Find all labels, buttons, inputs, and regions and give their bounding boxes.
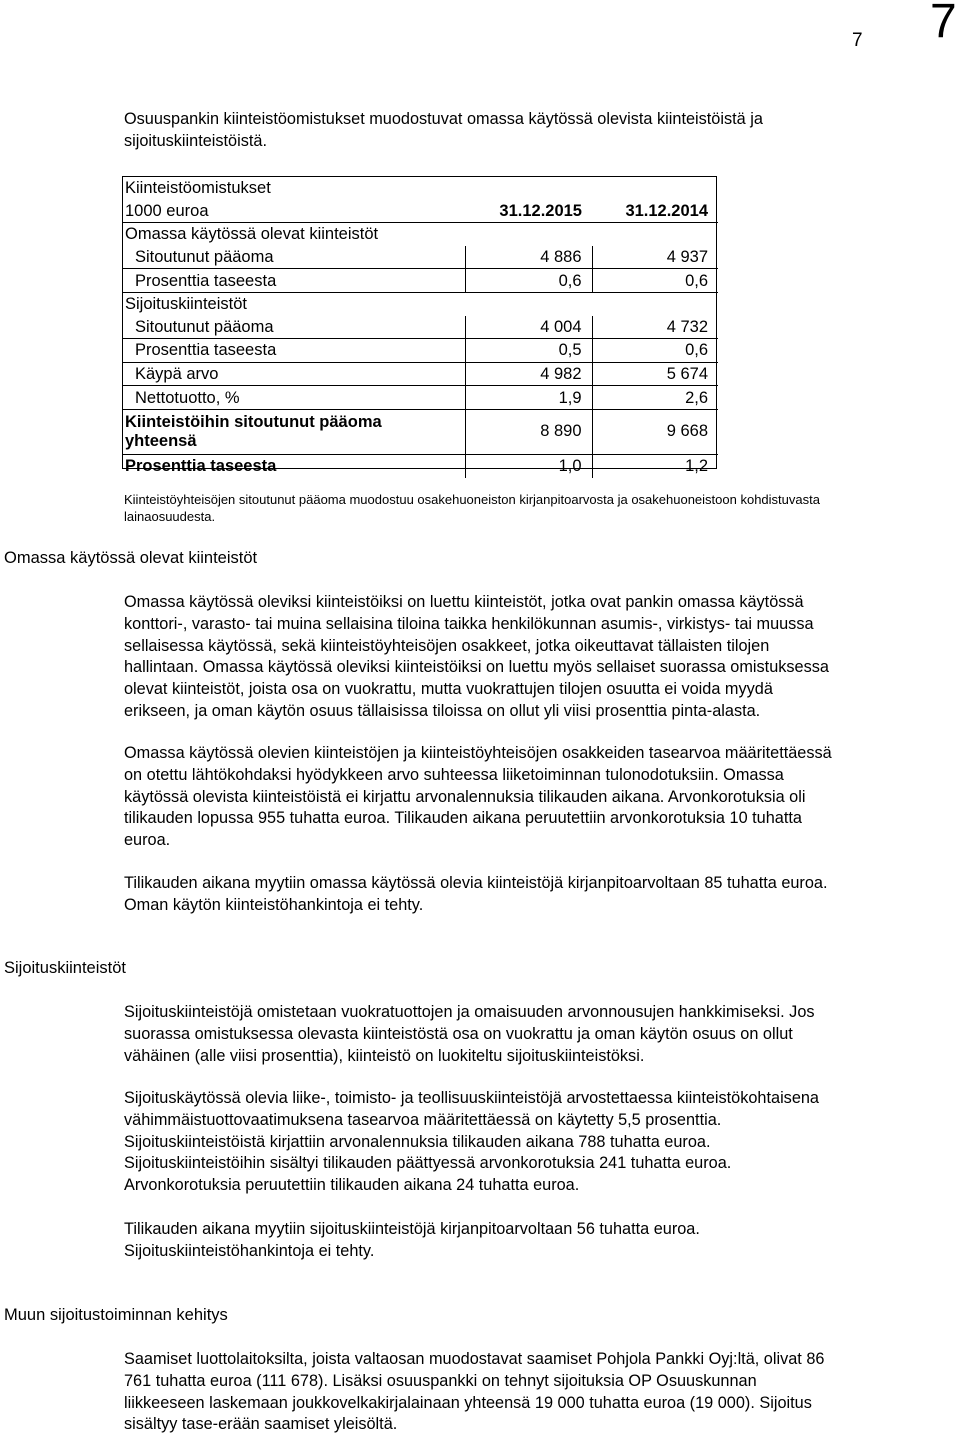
text-line: on otettu lähtökohdaksi hyödykkeen arvo suhteessa liiketoiminnan tulonodotuksiin. Omassa [124,765,784,784]
text-line: erikseen, ja oman käytön osuus tällaisissa tiloissa on ollut yli viisi prosenttia pinta-alasta. [124,701,761,720]
intro-paragraph [124,109,944,153]
text-line: Sijoituskiinteistöistä kirjattiin arvonalennuksia tilikauden aikana 788 tuhatta euroa. [124,1132,711,1151]
own-use-paragraph-1 [124,592,944,723]
row-value-2015: 0,5 [465,339,592,363]
text-line: vähäinen (alle viisi prosenttia), kiinteistö on luokiteltu sijoituskiinteistöksi. [124,1046,645,1065]
text-line: Sijoituskäytössä olevia liike-, toimisto- ja teollisuuskiinteistöjä arvostettaessa kiinteistökohtaisena [124,1089,819,1107]
row-value-2014: 5 674 [592,362,718,386]
property-holdings-table [123,177,718,478]
table-row [123,362,718,386]
total-percent-2015: 1,0 [465,454,592,477]
investment-paragraph-3 [124,1219,944,1263]
total-percent-label: Prosenttia taseesta [125,457,277,476]
text-line: olevat kiinteistöt, joista osa on vuokrattu, mutta vuokrattujen tilojen osuutta ei voida myydä [124,680,773,699]
column-header-2015: 31.12.2015 [465,200,592,223]
text-line: suorassa omistuksessa olevasta kiinteistöstä osa on vuokrattu ja oman käytön osuus on ollut [124,1024,793,1043]
text-line: Tilikauden aikana myytiin omassa käytössä olevia kiinteistöjä kirjanpitoarvoltaan 85 tuhatta euroa. [124,874,828,892]
row-label: Prosenttia taseesta [123,269,465,293]
section-heading-other-investments: Muun sijoitustoiminnan kehitys [4,1306,228,1324]
row-value-2014: 4 732 [592,316,718,339]
total-percent-2014: 1,2 [592,454,718,477]
section-heading-investment: Sijoituskiinteistöt [4,959,126,977]
total-value-2014: 9 668 [592,409,718,454]
intro-line: sijoituskiinteistöistä. [124,131,267,150]
row-value-2014: 4 937 [592,246,718,269]
total-row [123,409,718,454]
text-line: tilikauden lopussa 955 tuhatta euroa. Tilikauden aikana peruutettiin arvonkorotuksia 10 tuhatta [124,809,802,828]
own-use-paragraph-2 [124,743,944,852]
row-label: Prosenttia taseesta [123,339,465,363]
page-number-small: 7 [852,30,863,51]
row-value-2015: 1,9 [465,386,592,410]
section-heading-own-use: Omassa käytössä olevat kiinteistöt [4,549,258,567]
row-label: Sitoutunut pääoma [123,246,465,269]
row-value-2015: 4 886 [465,246,592,269]
total-percent-row [123,454,718,477]
section-row [123,223,718,246]
own-use-paragraph-3 [124,873,944,917]
table-row [123,316,718,339]
page-number-large: 7 [930,0,957,48]
text-line: Sijoituskiinteistöihin sisältyi tilikauden päättyessä arvonkorotuksia 241 tuhatta euroa. [124,1154,732,1173]
text-line: Saamiset luottolaitoksilta, joista valtaosan muodostavat saamiset Pohjola Pankki Oyj:ltä, olivat 86 [124,1350,825,1368]
investment-paragraph-2 [124,1088,944,1197]
text-line: euroa. [124,831,171,850]
intro-line: Osuuspankin kiinteistöomistukset muodostuvat omassa käytössä olevista kiinteistöistä ja [124,110,763,128]
column-header-2014: 31.12.2014 [592,200,718,223]
text-line: sisältyy tase-erään saamiset yleisöltä. [124,1415,398,1434]
text-line: Sijoituskiinteistöjä omistetaan vuokratuottojen ja omaisuuden arvonnousujen hankkimiseksi. Jos [124,1003,815,1021]
table-footnote [124,491,944,525]
text-line: Oman käytön kiinteistöhankintoja ei tehty. [124,895,424,914]
row-value-2014: 0,6 [592,269,718,293]
row-label: Käypä arvo [123,362,465,386]
text-line: 761 tuhatta euroa (111 678). Lisäksi osuuspankki on tehnyt sijoituksia OP Osuuskunnan [124,1371,757,1390]
text-line: Sijoituskiinteistöhankintoja ei tehty. [124,1241,375,1260]
text-line: hallintaan. Omassa käytössä oleviksi kiinteistöiksi on luettu myös sellaiset suorassa omistuksessa [124,658,829,677]
text-line: konttori-, varasto- tai muina sellaisina tiloina taikka henkilökunnan asumis-, virkistys- tai muussa [124,614,814,633]
text-line: liikkeeseen laskemaan joukkovelkakirjalainaan yhteensä 19 000 tuhatta euroa (19 000). Sijoitus [124,1393,812,1412]
investment-paragraph-1 [124,1002,944,1067]
table-row [123,339,718,363]
row-value-2015: 4 004 [465,316,592,339]
text-line: sellaisessa käytössä, sekä kiinteistöyhteisöjen osakkeet, jotka oikeuttavat tällaisten tilojen [124,636,770,655]
table-row [123,246,718,269]
total-value-2015: 8 890 [465,409,592,454]
table-title-row [123,177,718,200]
other-investments-paragraph [124,1349,944,1436]
section-label: Sijoituskiinteistöt [125,295,247,314]
table-unit: 1000 euroa [123,200,465,223]
row-value-2014: 0,6 [592,339,718,363]
text-line: Tilikauden aikana myytiin sijoituskiinteistöjä kirjanpitoarvoltaan 56 tuhatta euroa. [124,1220,700,1238]
text-line: Omassa käytössä oleviksi kiinteistöiksi on luettu kiinteistöt, jotka ovat pankin omassa käytössä [124,593,804,611]
row-label: Sitoutunut pääoma [123,316,465,339]
text-line: Arvonkorotuksia peruutettiin tilikauden aikana 24 tuhatta euroa. [124,1176,580,1195]
row-value-2015: 0,6 [465,269,592,293]
footnote-line: Kiinteistöyhteisöjen sitoutunut pääoma muodostuu osakehuoneiston kirjanpitoarvosta ja osakehuoneistoon kohdistuvasta [124,492,820,507]
table-row [123,386,718,410]
text-line: käytössä olevista kiinteistöistä ei kirjattu arvonalennuksia tilikauden aikana. Arvonkorotuksia oli [124,787,806,806]
table-header-row [123,200,718,223]
row-label: Nettotuotto, % [123,386,465,410]
section-row [123,292,718,315]
footnote-line: lainaosuudesta. [124,509,216,524]
row-value-2015: 4 982 [465,362,592,386]
text-line: vähimmäistuottovaatimuksena tasearvoa määritettäessä on käytetty 5,5 prosenttia. [124,1110,722,1129]
section-label: Omassa käytössä olevat kiinteistöt [125,225,379,244]
total-label: Kiinteistöihin sitoutunut pääoma yhteensä [123,409,465,454]
table-row [123,269,718,293]
row-value-2014: 2,6 [592,386,718,410]
text-line: Omassa käytössä olevien kiinteistöjen ja kiinteistöyhteisöjen osakkeiden tasearvoa määritettäessä [124,744,832,762]
table-title: Kiinteistöomistukset [125,179,271,198]
